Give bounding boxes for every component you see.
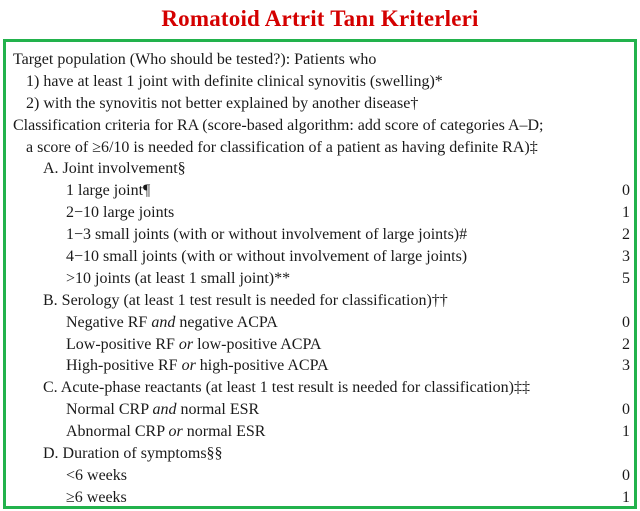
criterion-score: 3	[622, 248, 630, 266]
criterion-row	[11, 268, 630, 290]
criterion-score: 2	[622, 226, 630, 244]
criterion-label: ≥6 weeks	[66, 488, 127, 506]
criterion-row	[11, 355, 630, 377]
classification-line-2: a score of ≥6/10 is needed for classification of a patient as having definite RA)‡	[26, 138, 538, 156]
criteria-content	[11, 49, 630, 509]
criterion-label: 1−3 small joints (with or without involvement of large joints)#	[66, 226, 468, 244]
criterion-score: 0	[622, 313, 630, 331]
criterion-score: 2	[622, 335, 630, 353]
criterion-row	[11, 399, 630, 421]
category-d-heading: D. Duration of symptoms§§	[43, 445, 223, 463]
criterion-row	[11, 334, 630, 356]
criterion-score: 3	[622, 357, 630, 375]
criterion-row	[11, 224, 630, 246]
target-item-2: 2) with the synovitis not better explained by another disease†	[26, 94, 419, 112]
criterion-row	[11, 465, 630, 487]
criterion-score: 1	[622, 204, 630, 222]
target-population: Target population (Who should be tested?): Patients who	[13, 51, 377, 68]
target-item-1: 1) have at least 1 joint with definite clinical synovitis (swelling)*	[26, 72, 443, 90]
criterion-label: Normal CRP and normal ESR	[66, 401, 260, 419]
criterion-row	[11, 312, 630, 334]
criterion-score: 0	[622, 466, 630, 484]
criterion-row	[11, 487, 630, 509]
criterion-score: 0	[622, 401, 630, 419]
category-b-heading: B. Serology (at least 1 test result is needed for classification)††	[43, 291, 448, 309]
classification-line-1: Classification criteria for RA (score-based algorithm: add score of categories A–D;	[13, 116, 544, 134]
criterion-row	[11, 246, 630, 268]
category-c-heading: C. Acute-phase reactants (at least 1 test result is needed for classification)‡‡	[43, 379, 530, 397]
criterion-row	[11, 180, 630, 202]
criteria-frame	[3, 39, 637, 509]
criterion-label: >10 joints (at least 1 small joint)**	[66, 269, 291, 287]
criterion-row	[11, 202, 630, 224]
criterion-label: High-positive RF or high-positive ACPA	[66, 357, 329, 375]
criterion-label: <6 weeks	[66, 466, 128, 484]
category-a-heading: A. Joint involvement§	[43, 160, 186, 178]
criterion-score: 0	[622, 182, 630, 200]
criterion-label: 4−10 small joints (with or without involvement of large joints)	[66, 248, 468, 266]
criterion-label: Negative RF and negative ACPA	[66, 313, 278, 331]
criterion-label: Abnormal CRP or normal ESR	[66, 423, 266, 441]
criterion-score: 5	[622, 269, 630, 287]
criterion-score: 1	[622, 488, 630, 506]
criterion-row	[11, 421, 630, 443]
page-title: Romatoid Artrit Tanı Kriterleri	[161, 6, 479, 31]
criterion-label: Low-positive RF or low-positive ACPA	[66, 335, 322, 353]
criterion-label: 2−10 large joints	[66, 204, 175, 222]
criterion-score: 1	[622, 423, 630, 441]
criterion-label: 1 large joint¶	[66, 182, 151, 200]
